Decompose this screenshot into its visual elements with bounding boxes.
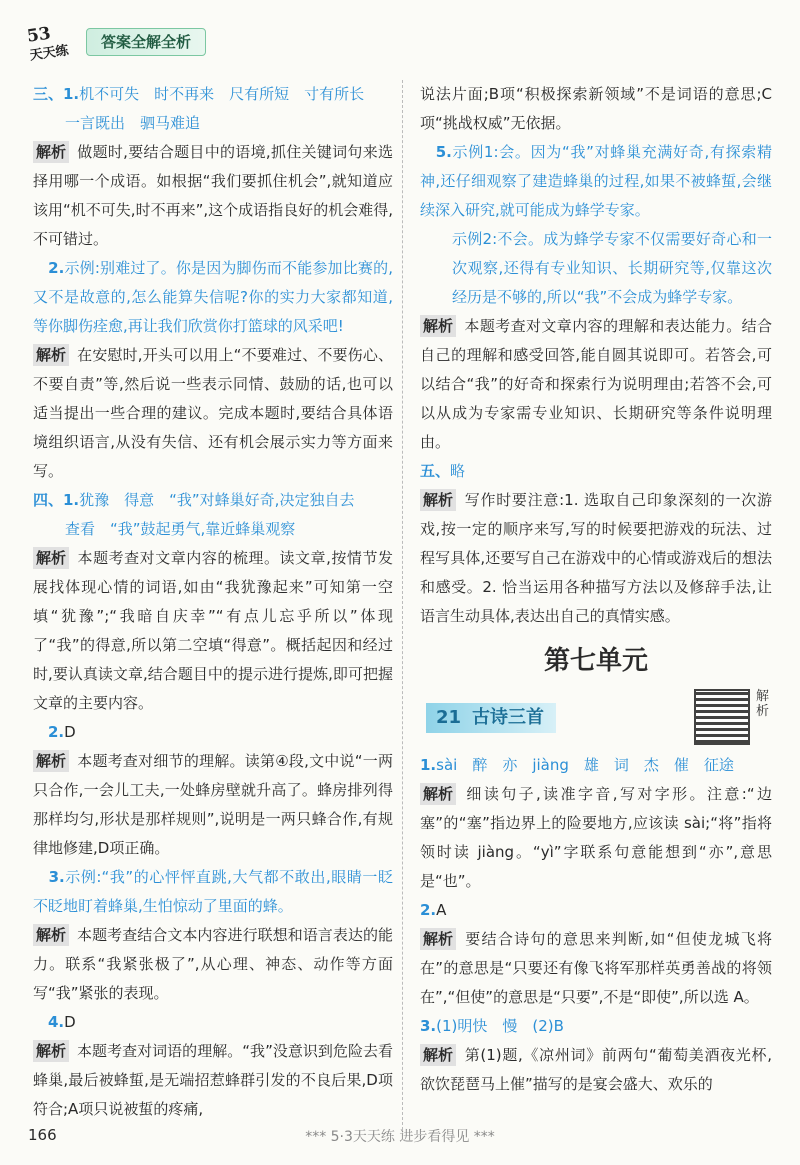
answer-text: (1)明快 慢 (2)B <box>436 1017 564 1035</box>
answer-paragraph <box>33 544 393 718</box>
column-divider <box>402 80 403 1130</box>
answer-text: 示例:别难过了。你是因为脚伤而不能参加比赛的,又不是故意的,怎么能算失信呢?你的实力大家都知道,等你脚伤痊愈,再让我们欣赏你打篮球的风采吧! <box>33 259 393 335</box>
lesson-number: 21 <box>436 707 462 728</box>
question-number: 五、 <box>420 462 451 480</box>
question-number: 3. <box>33 868 65 886</box>
answer-text: 细读句子,读准字音,写对字形。注意:“边塞”的“塞”指边界上的险要地方,应该读 sài;“将”指将领时读 jiàng。“yì”字联系句意能想到“亦”,意思是“也”。 <box>420 785 772 890</box>
answer-paragraph <box>33 109 393 138</box>
question-number: 2. <box>33 259 65 277</box>
answer-text: 一言既出 驷马难追 <box>65 114 201 132</box>
answer-paragraph <box>420 312 772 457</box>
answer-paragraph <box>420 925 772 1012</box>
answer-paragraph <box>420 457 772 486</box>
answer-paragraph <box>33 1037 393 1124</box>
answer-text: 本题考查对文章内容的梳理。读文章,按情节发展找体现心情的词语,如由“我犹豫起来”可知第一空填“犹豫”;“我暗自庆幸”“有点儿忘乎所以”体现了“我”的得意,所以第二空填“得意”。概括起因和经过时,要认真读文章,结合题目中的提示进行提炼,即可把握文章的主要内容。 <box>33 549 393 712</box>
answer-paragraph <box>420 1012 772 1041</box>
answer-paragraph <box>420 751 772 780</box>
svg-text:天天练: 天天练 <box>28 43 70 64</box>
question-number: 2. <box>420 901 437 919</box>
question-number: 1. <box>420 756 437 774</box>
qr-code-icon[interactable] <box>694 689 750 745</box>
analysis-tag: 解析 <box>420 928 456 950</box>
answer-paragraph <box>420 225 772 312</box>
analysis-tag: 解析 <box>420 489 456 511</box>
question-number: 3. <box>420 1017 437 1035</box>
answer-text: 在安慰时,开头可以用上“不要难过、不要伤心、不要自责”等,然后说一些表示同情、鼓励的话,也可以适当提出一些合理的建议。完成本题时,要结合具体语境组织语言,从没有失信、还有机会展示实力等方面来写。 <box>33 346 393 480</box>
analysis-tag: 解析 <box>33 1040 69 1062</box>
answer-text: 本题考查结合文本内容进行联想和语言表达的能力。联系“我紧张极了”,从心理、神态、动作等方面写“我”紧张的表现。 <box>33 926 393 1002</box>
brand-logo <box>23 16 86 66</box>
answer-paragraph <box>33 863 393 921</box>
answer-paragraph <box>420 80 772 138</box>
answer-text: 本题考查对细节的理解。读第④段,文中说“一两只合作,一会儿工夫,一处蜂房壁就升高了。蜂房排列得那样均匀,形状是那样规则”,说明是一两只蜂合作,有规律地修建,D项正确。 <box>33 752 393 857</box>
answer-text: 机不可失 时不再来 尺有所短 寸有所长 <box>79 85 365 103</box>
answer-paragraph <box>33 254 393 341</box>
lesson-title: 古诗三首 <box>472 707 544 728</box>
lesson-header <box>420 689 772 751</box>
answer-text: D <box>64 723 76 741</box>
answer-paragraph <box>420 486 772 631</box>
answer-paragraph <box>420 780 772 896</box>
analysis-tag: 解析 <box>420 1044 456 1066</box>
page-number: 166 <box>28 1126 57 1144</box>
analysis-tag: 解析 <box>33 344 69 366</box>
question-number: 4. <box>33 1013 65 1031</box>
answer-paragraph <box>33 1008 393 1037</box>
answer-text: 示例:“我”的心怦怦直跳,大气都不敢出,眼睛一眨不眨地盯着蜂巢,生怕惊动了里面的蜂。 <box>33 868 393 915</box>
answer-text: 写作时要注意:1. 选取自己印象深刻的一次游戏,按一定的顺序来写,写的时候要把游戏的玩法、过程写具体,还要写自己在游戏中的心情或游戏后的想法和感受。2. 恰当运用各种描写方法以及修辞手法,让语言生动具体,表达出自己的真情实感。 <box>420 491 772 625</box>
header-badge: 答案全解全析 <box>86 28 206 56</box>
analysis-tag: 解析 <box>33 924 69 946</box>
footer-slogan: *** 5·3天天练 进步看得见 *** <box>305 1129 495 1145</box>
answer-text: 做题时,要结合题目中的语境,抓住关键词句来选择用哪一个成语。如根据“我们要抓住机会”,就知道应该用“机不可失,时不再来”,这个成语指良好的机会难得,不可错过。 <box>33 143 393 248</box>
answer-paragraph <box>420 1041 772 1099</box>
answer-paragraph <box>33 138 393 254</box>
answer-paragraph <box>33 718 393 747</box>
answer-paragraph <box>33 486 393 515</box>
answer-paragraph <box>33 515 393 544</box>
right-bottom-answers <box>420 751 772 1099</box>
lesson-bar <box>426 703 556 733</box>
answer-paragraph <box>420 138 772 225</box>
answer-text: 本题考查对词语的理解。“我”没意识到危险去看蜂巢,最后被蜂蜇,是无端招惹蜂群引发的不良后果,D项符合;A项只说被蜇的疼痛, <box>33 1042 393 1118</box>
answer-text: A <box>436 901 447 919</box>
answer-text: 说法片面;B项“积极探索新领域”不是词语的意思;C项“挑战权威”无依据。 <box>420 85 772 132</box>
answer-text: 示例1:会。因为“我”对蜂巢充满好奇,有探索精神,还仔细观察了建造蜂巢的过程,如果不被蜂蜇,会继续深入研究,就可能成为蜂学专家。 <box>420 143 772 219</box>
qr-label: 解析 <box>756 689 770 719</box>
page-footer <box>0 1118 800 1165</box>
answer-paragraph <box>420 896 772 925</box>
question-number: 四、1. <box>33 491 80 509</box>
answer-text: 要结合诗句的意思来判断,如“但使龙城飞将在”的意思是“只要还有像飞将军那样英勇善战的将领在”,“但使”的意思是“只要”,不是“即使”,所以选 A。 <box>420 930 772 1006</box>
analysis-tag: 解析 <box>420 783 456 805</box>
unit-title: 第七单元 <box>543 646 648 676</box>
question-number: 三、1. <box>33 85 80 103</box>
question-number: 5. <box>420 143 452 161</box>
answer-text: sài 醉 亦 jiàng 雄 词 杰 催 征途 <box>436 756 734 774</box>
answer-paragraph <box>33 341 393 486</box>
left-column <box>33 80 393 1124</box>
analysis-tag: 解析 <box>420 315 456 337</box>
answer-text: D <box>64 1013 76 1031</box>
answer-text: 示例2:不会。成为蜂学专家不仅需要好奇心和一次观察,还得有专业知识、长期研究等,仅靠这次经历是不够的,所以“我”不会成为蜂学专家。 <box>452 230 772 306</box>
answer-text: 略 <box>450 462 466 480</box>
answer-text: 查看 “我”鼓起勇气,靠近蜂巢观察 <box>65 520 296 538</box>
answer-text: 本题考查对文章内容的理解和表达能力。结合自己的理解和感受回答,能自圆其说即可。若答会,可以结合“我”的好奇和探索行为说明理由;若答不会,可以从成为专家需专业知识、长期研究等条件说明理由。 <box>420 317 772 451</box>
svg-text:53: 53 <box>25 23 52 47</box>
analysis-tag: 解析 <box>33 141 69 163</box>
analysis-tag: 解析 <box>33 547 69 569</box>
question-number: 2. <box>33 723 65 741</box>
answer-paragraph <box>33 80 393 109</box>
right-top-answers <box>420 80 772 631</box>
answer-text: 第(1)题,《凉州词》前两句“葡萄美酒夜光杯,欲饮琵琶马上催”描写的是宴会盛大、欢乐的 <box>420 1046 772 1093</box>
answer-text: 犹豫 得意 “我”对蜂巢好奇,决定独自去 <box>79 491 355 509</box>
answer-paragraph <box>33 747 393 863</box>
analysis-tag: 解析 <box>33 750 69 772</box>
answer-paragraph <box>33 921 393 1008</box>
page-header <box>0 0 800 68</box>
right-column <box>420 80 772 1099</box>
